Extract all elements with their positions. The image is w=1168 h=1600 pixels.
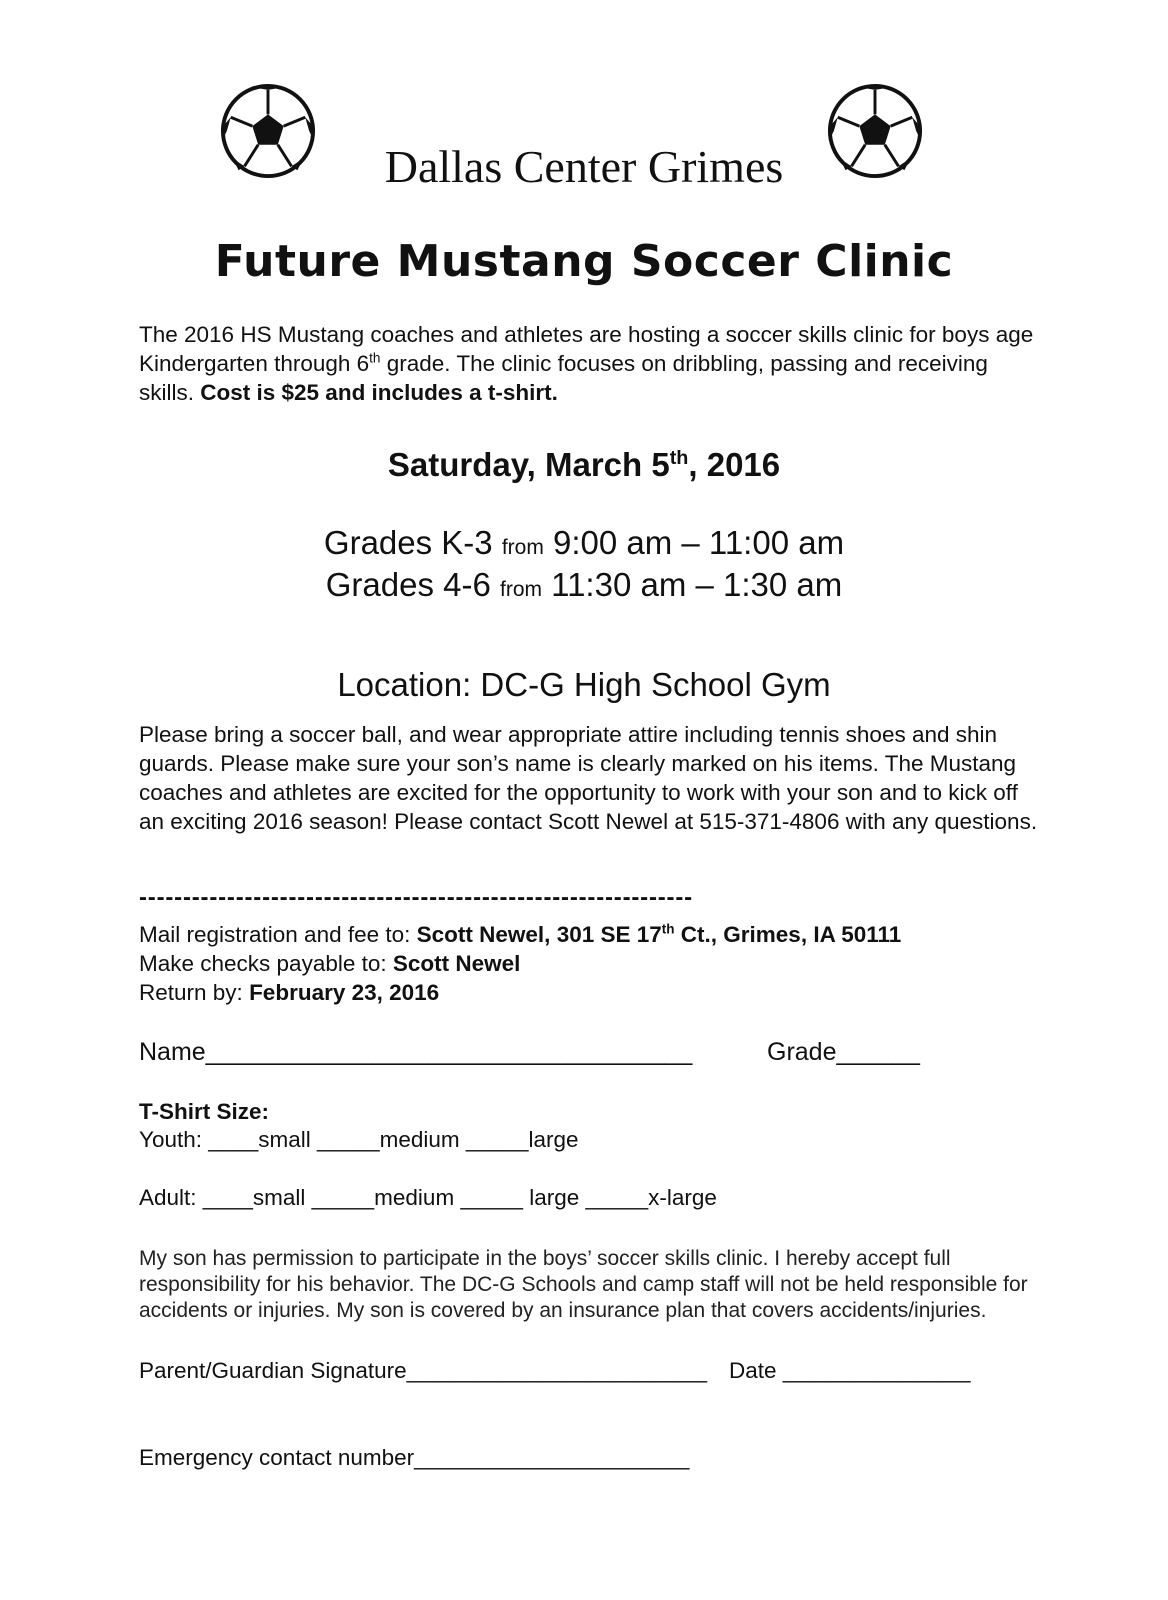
session-k3: Grades K-3 from 9:00 am – 11:00 am: [323, 524, 845, 561]
name-field[interactable]: Name___________________________________: [139, 1038, 693, 1066]
adult-size-options[interactable]: Adult: ____small _____medium _____ large _____x-large: [139, 1185, 717, 1210]
page-title: Future Mustang Soccer Clinic: [214, 236, 954, 287]
event-location: Location: DC-G High School Gym: [337, 666, 831, 703]
youth-size-options[interactable]: Youth: ____small _____medium _____large: [139, 1127, 579, 1152]
tshirt-size-heading: T-Shirt Size:: [139, 1099, 270, 1124]
return-by: Return by: February 23, 2016: [139, 980, 440, 1005]
mail-registration: Mail registration and fee to: Scott Newel, 301 SE 17th Ct., Grimes, IA 50111: [139, 921, 902, 947]
session-4-6: Grades 4-6 from 11:30 am – 1:30 am: [325, 566, 843, 603]
organization-name: Dallas Center Grimes: [384, 141, 784, 192]
date-field[interactable]: Date _______________: [729, 1358, 971, 1383]
signature-field[interactable]: Parent/Guardian Signature________________________: [139, 1358, 707, 1383]
event-date: Saturday, March 5th, 2016: [387, 446, 781, 483]
emergency-contact-field[interactable]: Emergency contact number______________________: [139, 1445, 690, 1470]
grade-field[interactable]: Grade______: [767, 1038, 920, 1066]
intro-paragraph: The 2016 HS Mustang coaches and athletes are hosting a soccer skills clinic for boys age Kindergarten through 6th grade. The clinic focuses on dribbling, passing and receiving skills. Cost is $25 and includes a t-shirt.: [139, 322, 1034, 405]
checks-payable: Make checks payable to: Scott Newel: [139, 951, 521, 976]
cost-note: Cost is $25 and includes a t-shirt.: [200, 380, 558, 405]
instructions-paragraph: Please bring a soccer ball, and wear appropriate attire including tennis shoes and shin guards. Please make sure your son’s name is clearly marked on his items. The Mustang coaches and athletes are excited for the opportunity to work with your son and to kick off an exciting 2016 season! Please contact Scott Newel at 515-371-4806 with any questions.: [139, 722, 1038, 834]
cut-line: ---------------------------------------------------------------: [139, 884, 693, 911]
permission-paragraph: My son has permission to participate in the boys’ soccer skills clinic. I hereby accept full responsibility for his behavior. The DC-G Schools and camp staff will not be held responsible for accidents or injuries. My son is covered by an insurance plan that covers accidents/injuries.: [139, 1247, 1028, 1322]
